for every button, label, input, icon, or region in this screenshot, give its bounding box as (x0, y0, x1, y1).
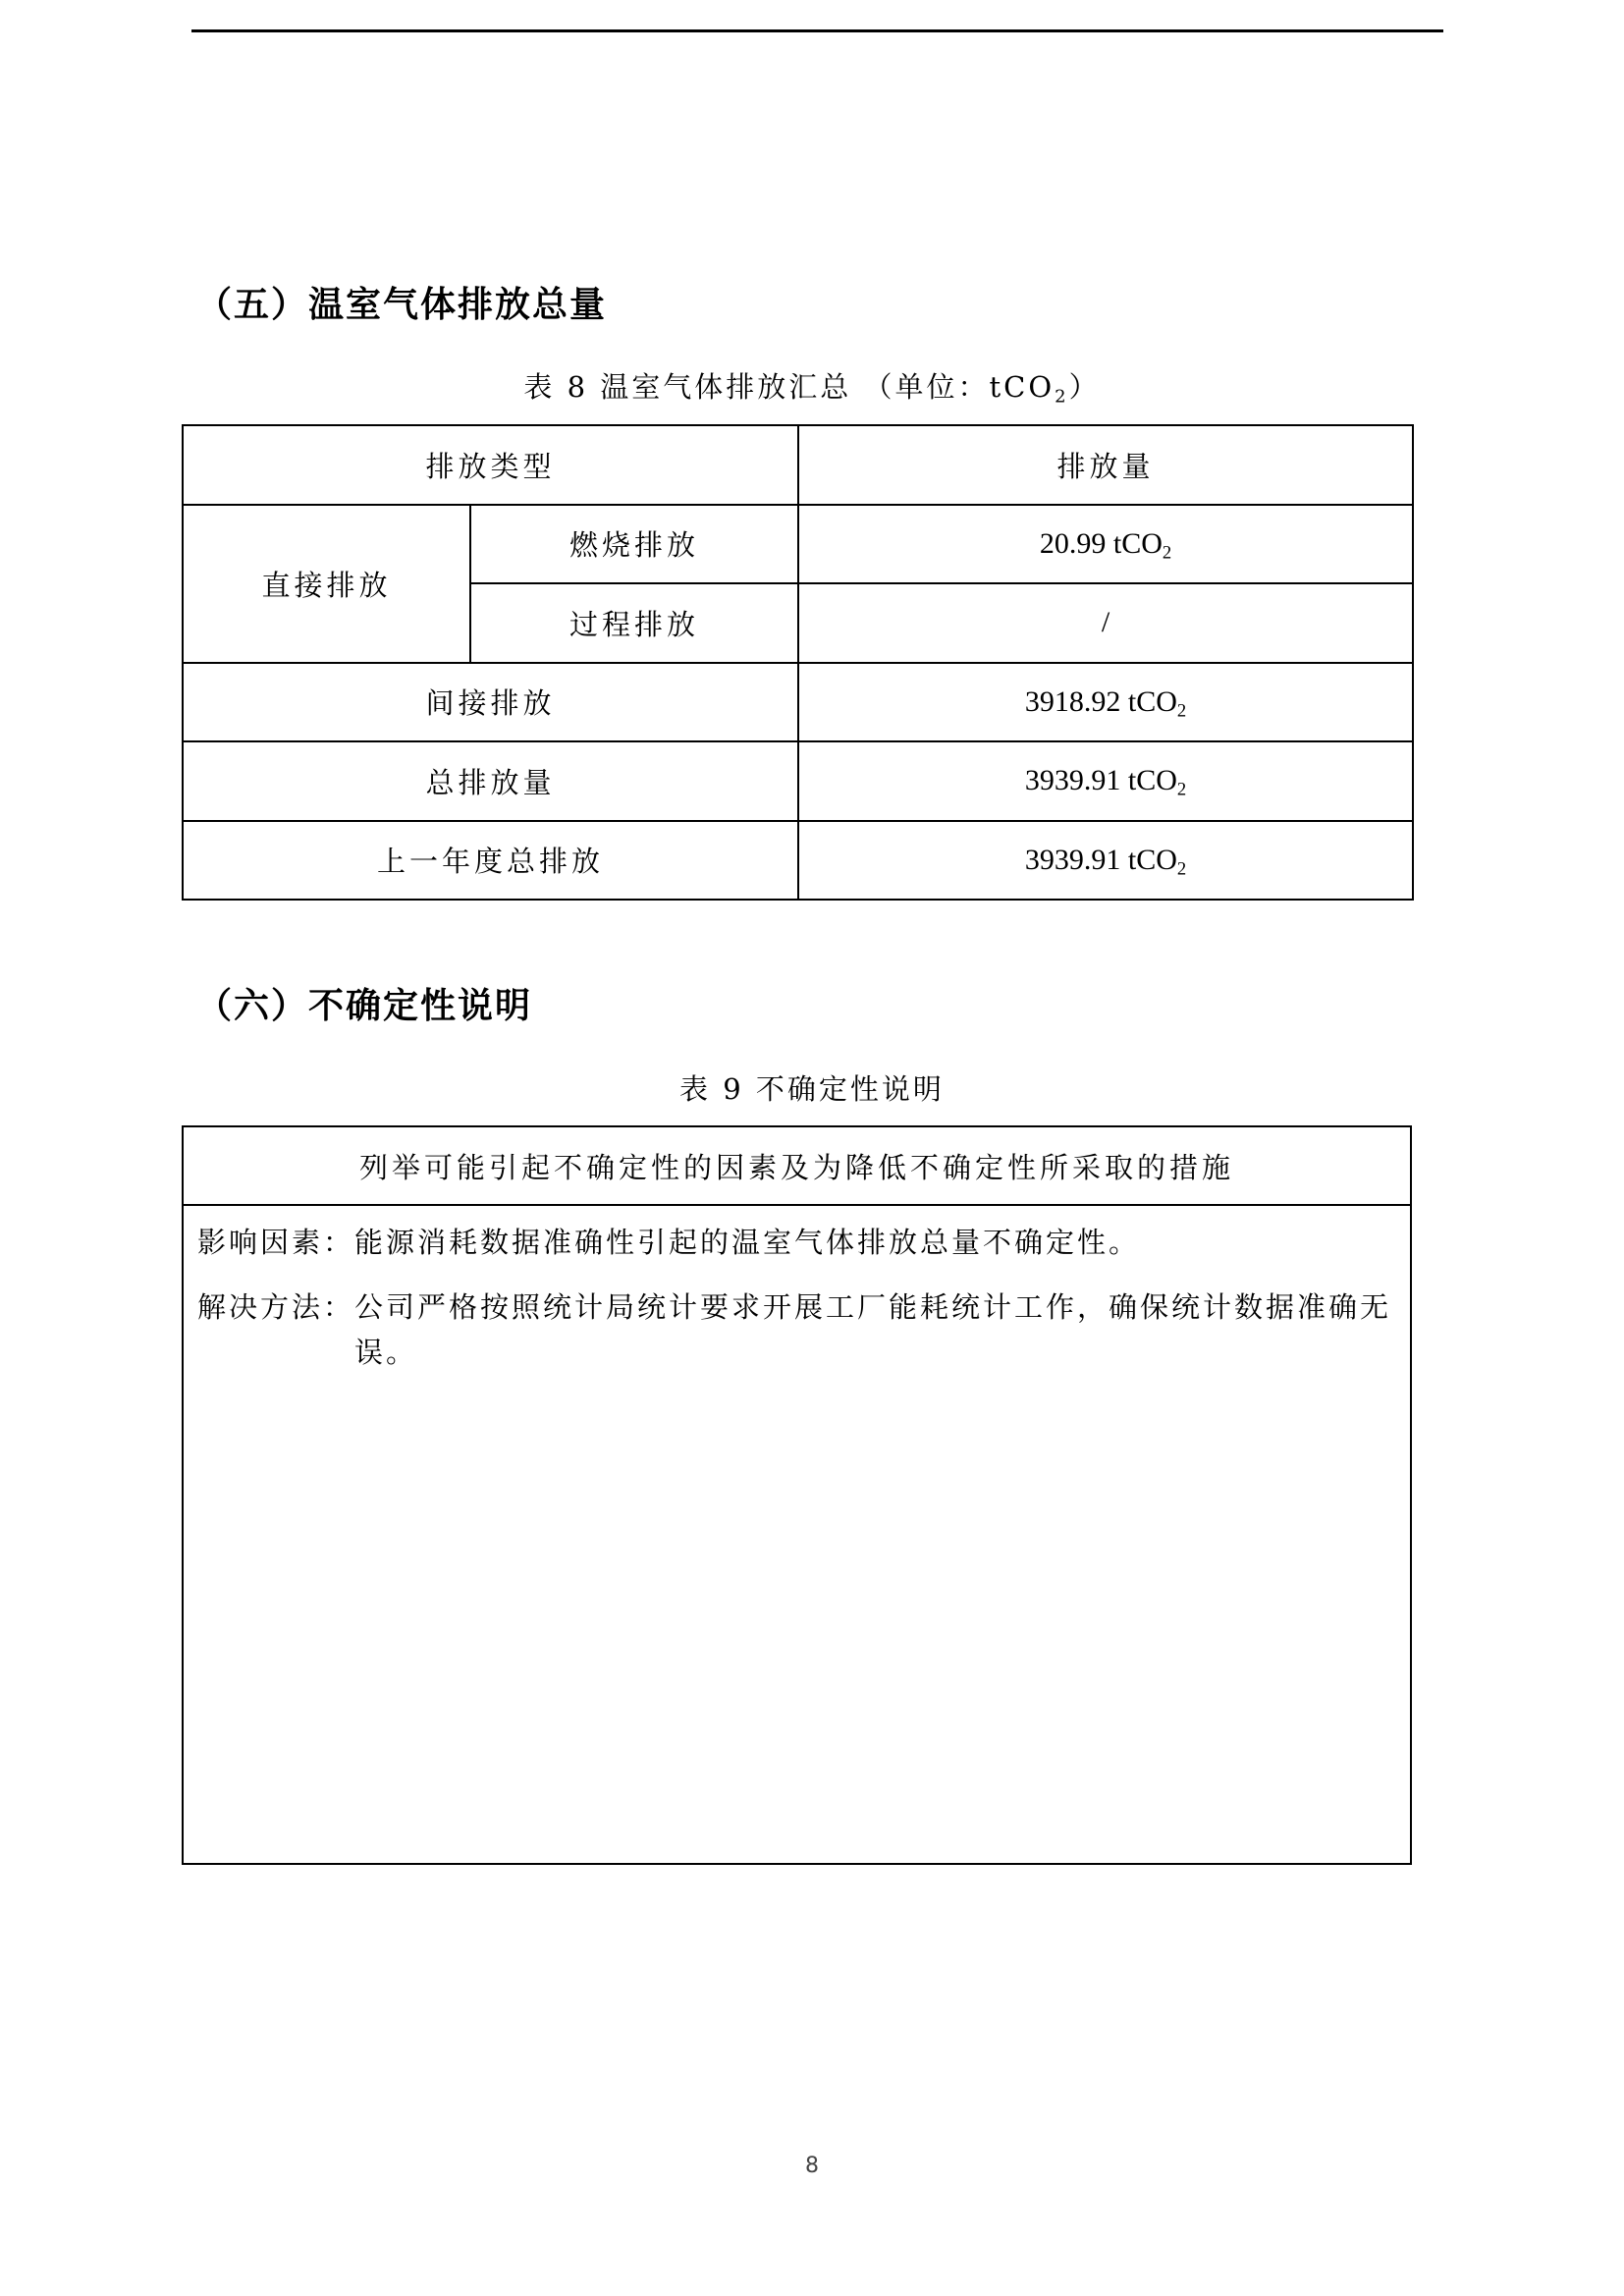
value-sub: 2 (1176, 858, 1187, 880)
item-text: 能源消耗数据准确性引起的温室气体排放总量不确定性。 (354, 1226, 1141, 1259)
table9-caption: 表 9 不确定性说明 (679, 1072, 945, 1106)
row-type: 燃烧排放 (470, 505, 798, 584)
row-value (798, 741, 1413, 821)
section-heading-ghg-total: （五）温室气体排放总量 (196, 285, 608, 325)
row-type: 上一年度总排放 (183, 821, 798, 901)
row-value (798, 821, 1413, 901)
header-rule (191, 29, 1443, 32)
uncertainty-body (183, 1205, 1411, 1864)
row-value (798, 583, 1413, 663)
table-row (183, 505, 1413, 584)
value-sub: 2 (1162, 542, 1172, 564)
table-row (183, 741, 1413, 821)
table-header-row (183, 425, 1413, 505)
value-text: 3939.91 tCO (1024, 843, 1177, 876)
row-value (798, 663, 1413, 742)
row-type: 间接排放 (183, 663, 798, 742)
value-sub: 2 (1176, 779, 1187, 800)
table8-caption-sub: 2 (1055, 386, 1069, 408)
value-sub: 2 (1176, 700, 1187, 722)
table-row (183, 663, 1413, 742)
uncertainty-header: 列举可能引起不确定性的因素及为降低不确定性所采取的措施 (183, 1126, 1411, 1205)
header-emission-type: 排放类型 (183, 425, 798, 505)
page-number: 8 (805, 2154, 819, 2178)
row-group-direct: 直接排放 (183, 505, 470, 663)
value-text: 3918.92 tCO (1024, 684, 1177, 718)
item-label: 解决方法： (197, 1290, 355, 1324)
value-text: / (1101, 606, 1110, 639)
row-value (798, 505, 1413, 584)
solution-item (197, 1285, 1396, 1375)
value-text: 3939.91 tCO (1024, 764, 1177, 797)
table-header-row (183, 1126, 1411, 1205)
row-type: 过程排放 (470, 583, 798, 663)
table8-caption-end: ） (1068, 370, 1101, 404)
section-heading-uncertainty: （六）不确定性说明 (196, 986, 533, 1026)
table-row (183, 1205, 1411, 1864)
ghg-summary-table (182, 424, 1414, 901)
item-text: 公司严格按照统计局统计要求开展工厂能耗统计工作，确保统计数据准确无误。 (354, 1290, 1392, 1369)
value-text: 20.99 tCO (1039, 526, 1163, 560)
uncertainty-table (182, 1125, 1412, 1865)
row-type: 总排放量 (183, 741, 798, 821)
table8-caption-text: 表 8 温室气体排放汇总 （单位：tCO (523, 370, 1056, 404)
table-row (183, 821, 1413, 901)
item-label: 影响因素： (197, 1226, 355, 1259)
table8-caption (0, 365, 1624, 406)
header-emission-amount: 排放量 (798, 425, 1413, 505)
influence-factor-item (197, 1220, 1396, 1265)
